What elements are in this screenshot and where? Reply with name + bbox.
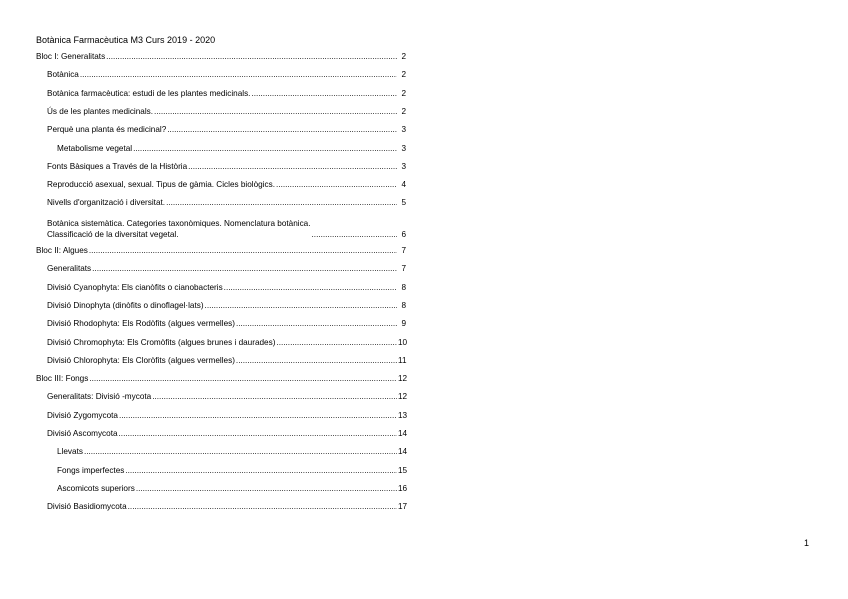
toc-page-number: 2 <box>401 52 406 61</box>
toc-page-number: 3 <box>401 161 406 171</box>
toc-leader-dots <box>92 263 397 274</box>
toc-page-number: 7 <box>401 264 406 274</box>
toc-entry-label: Bloc I: Generalitats <box>36 52 106 61</box>
toc-entry[interactable] <box>36 391 406 402</box>
toc-entry-label: Fonts Bàsiques a Través de la Història <box>47 161 188 171</box>
toc-entry[interactable] <box>36 197 406 208</box>
toc-entry-label: Reproducció asexual, sexual. Tipus de gàmia. Cicles biològics. <box>47 180 276 190</box>
toc-page-number: 2 <box>401 106 406 116</box>
toc-leader-dots <box>128 501 397 512</box>
toc-leader-dots <box>152 391 397 402</box>
toc-leader-dots <box>167 124 397 135</box>
toc-entry-label: Divisió Rhodophyta: Els Rodòfits (algues vermelles) <box>47 319 235 329</box>
toc-leader-dots <box>276 337 397 348</box>
toc-entry[interactable] <box>36 179 406 190</box>
toc-entry-label: Perquè una planta és medicinal? <box>47 125 167 135</box>
toc-page-number: 2 <box>401 88 406 98</box>
toc-entry[interactable] <box>36 355 406 366</box>
toc-entry[interactable] <box>36 318 406 329</box>
toc-entry-label: Divisió Basidiomycota <box>47 502 127 512</box>
toc-leader-dots <box>89 245 397 256</box>
toc-entry[interactable] <box>36 282 406 293</box>
toc-entry[interactable] <box>36 106 406 117</box>
toc-entry[interactable] <box>36 483 406 494</box>
toc-entry[interactable] <box>36 245 406 256</box>
toc-entry[interactable] <box>36 216 406 240</box>
toc-page-number: 4 <box>401 180 406 190</box>
toc-entry-label: Ús de les plantes medicinals. <box>47 106 154 116</box>
toc-page-number: 5 <box>401 198 406 208</box>
toc-entry-label: Fongs imperfectes <box>57 465 125 475</box>
toc-leader-dots <box>251 88 397 99</box>
toc-entry[interactable] <box>36 124 406 135</box>
toc-entry-label: Divisió Zygomycota <box>47 410 118 420</box>
toc-page-number: 9 <box>401 319 406 329</box>
toc-leader-dots <box>84 446 397 457</box>
toc-page-number: 14 <box>398 429 408 438</box>
page-number: 1 <box>804 538 810 548</box>
toc-entry[interactable] <box>36 337 406 348</box>
toc-leader-dots <box>136 483 397 494</box>
toc-entry-label: Metabolisme vegetal <box>57 143 133 153</box>
toc-leader-dots <box>119 410 397 421</box>
toc-leader-dots <box>236 355 397 366</box>
toc-leader-dots <box>106 51 397 62</box>
toc-entry[interactable] <box>36 161 406 172</box>
toc-leader-dots <box>188 161 397 172</box>
toc-page-number: 13 <box>398 410 408 420</box>
toc-page-number: 8 <box>401 282 406 292</box>
toc-entry-label-continued: Classificació de la diversitat vegetal. <box>47 229 179 239</box>
toc-leader-dots <box>166 197 397 208</box>
toc-leader-dots <box>224 282 397 293</box>
toc-entry[interactable] <box>36 69 406 80</box>
toc-page-number: 2 <box>401 70 406 80</box>
toc-page-number: 17 <box>398 502 408 512</box>
toc-entry-label: Generalitats: Divisió -mycota <box>47 392 152 402</box>
toc-entry[interactable] <box>36 143 406 154</box>
toc-leader-dots <box>133 143 397 154</box>
toc-entry[interactable] <box>36 446 406 457</box>
toc-entry[interactable] <box>36 51 406 62</box>
toc-entry-label: Divisió Ascomycota <box>47 429 118 438</box>
toc-entry-label: Botànica <box>47 70 79 80</box>
toc-entry-label: Divisió Cyanophyta: Els cianòfits o cianobacteris <box>47 282 223 292</box>
toc-page-number: 7 <box>401 246 406 255</box>
toc-entry-label: Divisió Chlorophyta: Els Cloròfits (algues vermelles) <box>47 355 235 365</box>
toc-leader-dots <box>154 106 397 117</box>
toc-leader-dots <box>276 179 397 190</box>
toc-entry-label: Generalitats <box>47 264 92 274</box>
toc-page-number: 8 <box>401 300 406 310</box>
toc-page-number: 12 <box>398 374 408 384</box>
toc-entry-label: Nivells d'organització i diversitat. <box>47 198 166 208</box>
toc-entry[interactable] <box>36 501 406 512</box>
toc-entry-label: Ascomicots superiors <box>57 483 135 493</box>
toc-page-number: 11 <box>398 355 407 365</box>
toc-leader-dots <box>119 428 397 439</box>
toc-entry[interactable] <box>36 465 406 476</box>
toc-entry[interactable] <box>36 410 406 421</box>
toc-page-number: 3 <box>401 125 406 135</box>
toc-entry-label: Divisió Dinophyta (dinòfits o dinoflagel·lats) <box>47 300 204 310</box>
toc-page-number: 6 <box>401 229 406 239</box>
toc-entry-label: Bloc III: Fongs <box>36 374 89 384</box>
toc-page-number: 10 <box>398 337 408 347</box>
toc-entry[interactable] <box>36 88 406 99</box>
toc-entry-label: Divisió Chromophyta: Els Cromòfits (algues brunes i daurades) <box>47 337 276 347</box>
toc-page-number: 3 <box>401 143 406 153</box>
toc-entry[interactable] <box>36 373 406 384</box>
toc-entry-label: Botànica sistemàtica. Categories taxonòmiques. Nomenclatura botànica. <box>47 218 311 228</box>
toc-entry-label: Botànica farmacèutica: estudi de les plantes medicinals. <box>47 88 251 98</box>
toc-entry[interactable] <box>36 300 406 311</box>
toc-entry[interactable] <box>36 428 406 439</box>
toc-leader-dots <box>205 300 397 311</box>
toc-entry-label: Llevats <box>57 447 83 457</box>
toc-leader-dots <box>236 318 397 329</box>
toc-leader-dots <box>80 69 397 80</box>
toc-leader-dots <box>125 465 397 476</box>
toc-leader-dots <box>89 373 397 384</box>
toc-page-number: 16 <box>398 483 408 493</box>
toc-page-number: 15 <box>398 465 408 475</box>
toc-page-number: 12 <box>398 392 408 402</box>
toc-entry-label: Bloc II: Algues <box>36 246 88 255</box>
document-title: Botànica Farmacèutica M3 Curs 2019 - 2020 <box>36 35 216 45</box>
toc-page-number: 14 <box>398 447 408 457</box>
toc-leader-dots <box>312 229 397 240</box>
toc-entry[interactable] <box>36 263 406 274</box>
